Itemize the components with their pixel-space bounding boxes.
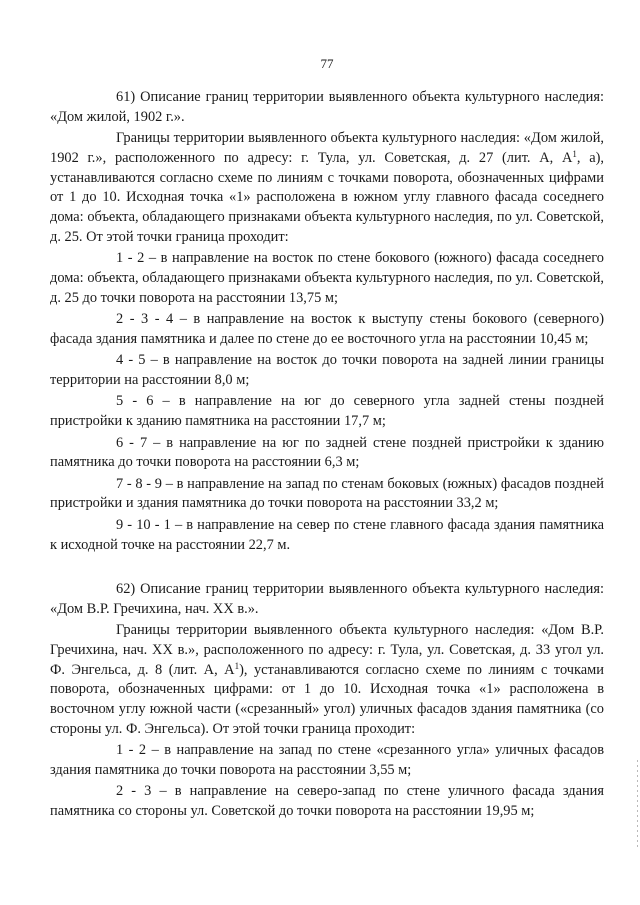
- section-61-intro-text: Границы территории выявленного объекта культурного наследия: «Дом жилой, 1902 г.», расположенного по адресу: г. Тула, ул. Советская, д. 27 (лит. А, А: [50, 130, 604, 166]
- section-separator: [50, 557, 604, 580]
- section-62-segment-1: 1 - 2 – в направление на запад по стене «срезанного угла» уличных фасадов здания памятника до точки поворота на расстоянии 3,55 м;: [50, 742, 604, 778]
- section-61-segment-1: 1 - 2 – в направление на восток по стене бокового (южного) фасада соседнего дома: объекта, обладающего признаками объекта культурного наследия, по ул. Советской, д. 25 до точки поворота на расстоянии 13,75 м;: [50, 250, 604, 306]
- section-61-segment-5: 6 - 7 – в направление на юг по задней стене поздней пристройки к зданию памятника до точки поворота на расстоянии 6,3 м;: [50, 434, 604, 471]
- section-61-intro-superscript: 1: [572, 148, 577, 159]
- section-61-intro-text-rest: , а), устанавливаются согласно схеме по линиям с точками поворота, обозначенных цифрами от 1 до 10. Исходная точка «1» расположена в южном углу главного фасада соседнего дома: объекта, обладающего признаками объекта культурного наследия, по ул. Советской, д. 25. От этой точки граница проходит:: [50, 149, 604, 246]
- section-62-intro: [50, 621, 604, 740]
- section-62-intro-superscript: 1: [234, 660, 240, 671]
- section-62-intro-text: Границы территории выявленного объекта культурного наследия: «Дом В.Р. Гречихина, нач. XX в.», расположенного по адресу: г. Тула, ул. Советская, д. 33 угол ул. Ф. Энгельса, д. 8 (лит. А, А: [50, 621, 604, 678]
- page-number: 77: [320, 56, 334, 71]
- section-61-segment-3: 4 - 5 – в направление на восток до точки поворота на задней линии границы территории на расстоянии 8,0 м;: [50, 352, 604, 389]
- section-61-intro: [50, 129, 604, 248]
- section-61-segment-4: 5 - 6 – в направление на юг до северного угла задней стены поздней пристройки к зданию памятника на расстоянии 17,7 м;: [50, 393, 604, 430]
- section-62-heading: 62) Описание границ территории выявленного объекта культурного наследия: «Дом В.Р. Гречихина, нач. XX в.».: [50, 580, 604, 617]
- section-61-heading: 61) Описание границ территории выявленного объекта культурного наследия: «Дом жилой, 1902 г.».: [50, 89, 604, 125]
- section-61-segment-7: 9 - 10 - 1 – в направление на север по стене главного фасада здания памятника к исходной точке на расстоянии 22,7 м.: [50, 516, 604, 553]
- scan-edge-mark: [637, 760, 638, 850]
- section-61-segment-2: 2 - 3 - 4 – в направление на восток к выступу стены бокового (северного) фасада здания памятника и далее по стене до ее восточного угла на расстоянии 10,45 м;: [50, 311, 604, 348]
- section-61-segment-6: 7 - 8 - 9 – в направление на запад по стенам боковых (южных) фасадов поздней пристройки и здания памятника до точки поворота на расстоянии 33,2 м;: [50, 475, 604, 512]
- section-62-segment-2: 2 - 3 – в направление на северо-запад по стене уличного фасада здания памятника со стороны ул. Советской до точки поворота на расстоянии 19,95 м;: [50, 783, 604, 820]
- section-62-intro-text-rest: ), устанавливаются согласно схеме по линиям с точками поворота, обозначенных цифрами: от 1 до 10. Исходная точка «1» расположена в восточном углу южной части («срезанный» угол) уличных фасадов здания памятника (со стороны ул. Ф. Энгельса). От этой точки граница проходит:: [50, 661, 604, 737]
